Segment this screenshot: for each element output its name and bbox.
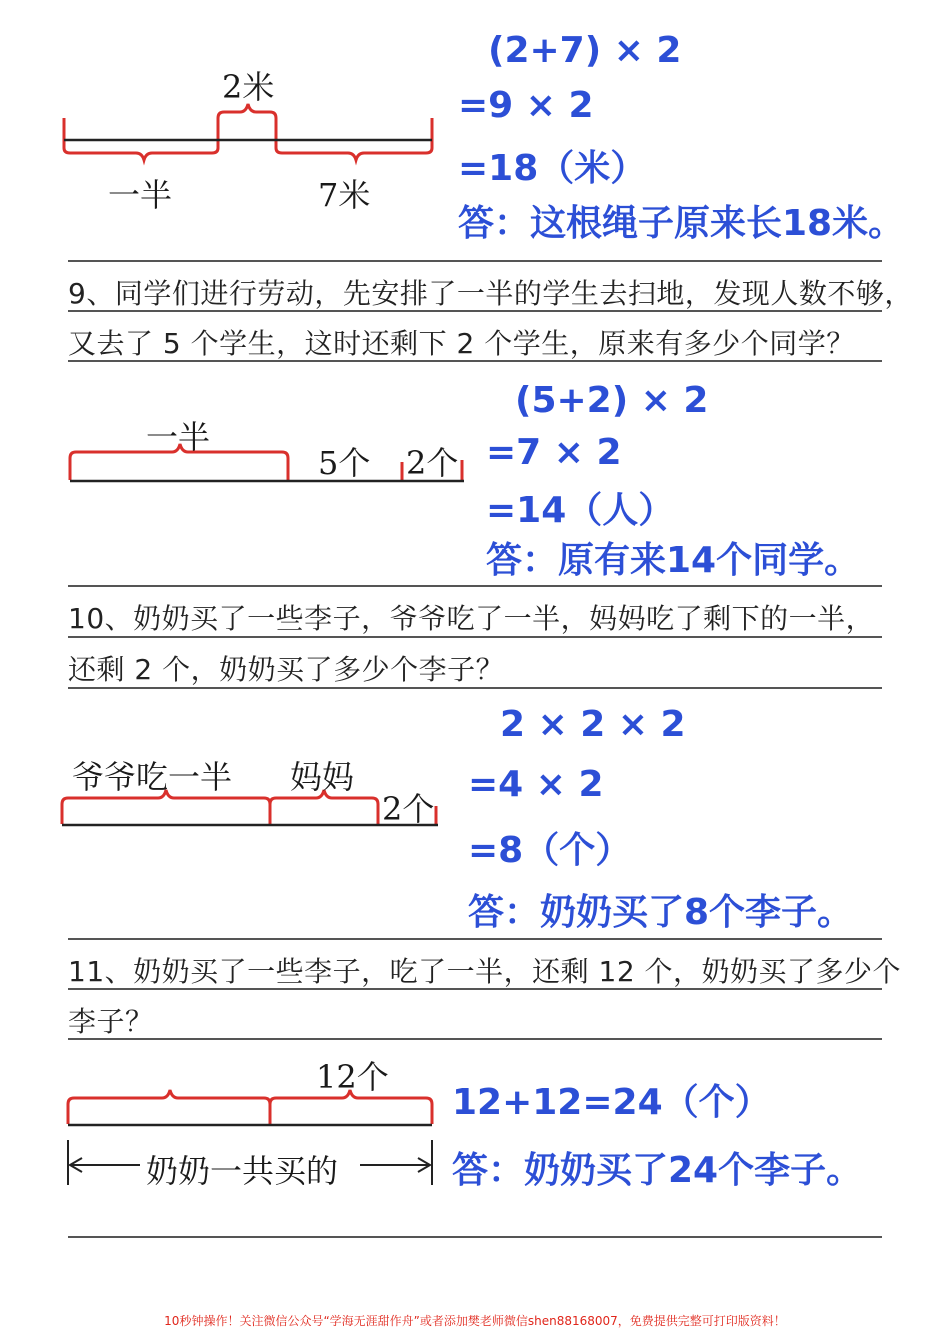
p8-answer-line-3: =18（米） — [458, 148, 647, 189]
label-7m: 7米 — [318, 176, 371, 214]
p10-question-line-1: 10、奶奶买了一些李子，爷爷吃了一半，妈妈吃了剩下的一半， — [68, 602, 875, 635]
p10-question-line-2: 还剩 2 个，奶奶买了多少个李子？ — [68, 653, 505, 686]
label-half: 一半 — [146, 418, 211, 456]
label-total: 奶奶一共买的 — [146, 1152, 339, 1190]
p11-question-line-2: 李子？ — [68, 1005, 154, 1038]
footer-promo-text: 10秒钟操作！关注微信公众号“学海无涯甜作舟”或者添加樊老师微信shen88168007，免费提供完整可打印版资料！ — [164, 1314, 786, 1328]
p8-answer-line-2: =9 × 2 — [458, 85, 594, 126]
label-2: 2个 — [406, 444, 459, 482]
divider — [68, 1236, 882, 1238]
p8-answer-statement: 答：这根绳子原来长18米。 — [458, 203, 905, 244]
label-2m: 2米 — [222, 68, 275, 106]
brace-eaten-half — [68, 1090, 270, 1124]
p9-answer-line-3: =14（人） — [486, 490, 675, 531]
p10-answer-line-3: =8（个） — [468, 830, 632, 871]
p9-answer-line-2: =7 × 2 — [486, 432, 622, 473]
label-2: 2个 — [382, 790, 435, 828]
p9-question-line-1: 9、同学们进行劳动，先安排了一半的学生去扫地，发现人数不够， — [68, 277, 913, 310]
p9-answer-line-1: (5+2) × 2 — [515, 380, 709, 421]
p8-answer-line-1: (2+7) × 2 — [488, 30, 682, 71]
label-half: 一半 — [108, 176, 173, 214]
label-12: 12个 — [316, 1058, 389, 1096]
label-mom: 妈妈 — [290, 758, 355, 796]
p10-answer-line-2: =4 × 2 — [468, 764, 604, 805]
p11-answer-statement: 答：奶奶买了24个李子。 — [452, 1150, 863, 1191]
p10-answer-statement: 答：奶奶买了8个李子。 — [468, 892, 854, 933]
p10-answer-line-1: 2 × 2 × 2 — [500, 704, 686, 745]
label-5: 5个 — [318, 444, 371, 482]
label-grandpa: 爷爷吃一半 — [72, 758, 233, 796]
p11-question-line-1: 11、奶奶买了一些李子，吃了一半，还剩 12 个，奶奶买了多少个 — [68, 955, 902, 988]
p9-question-line-2: 又去了 5 个学生，这时还剩下 2 个学生，原来有多少个同学？ — [68, 327, 855, 360]
p11-answer-line-1: 12+12=24（个） — [452, 1082, 771, 1123]
p9-answer-statement: 答：原有来14个同学。 — [486, 540, 861, 581]
